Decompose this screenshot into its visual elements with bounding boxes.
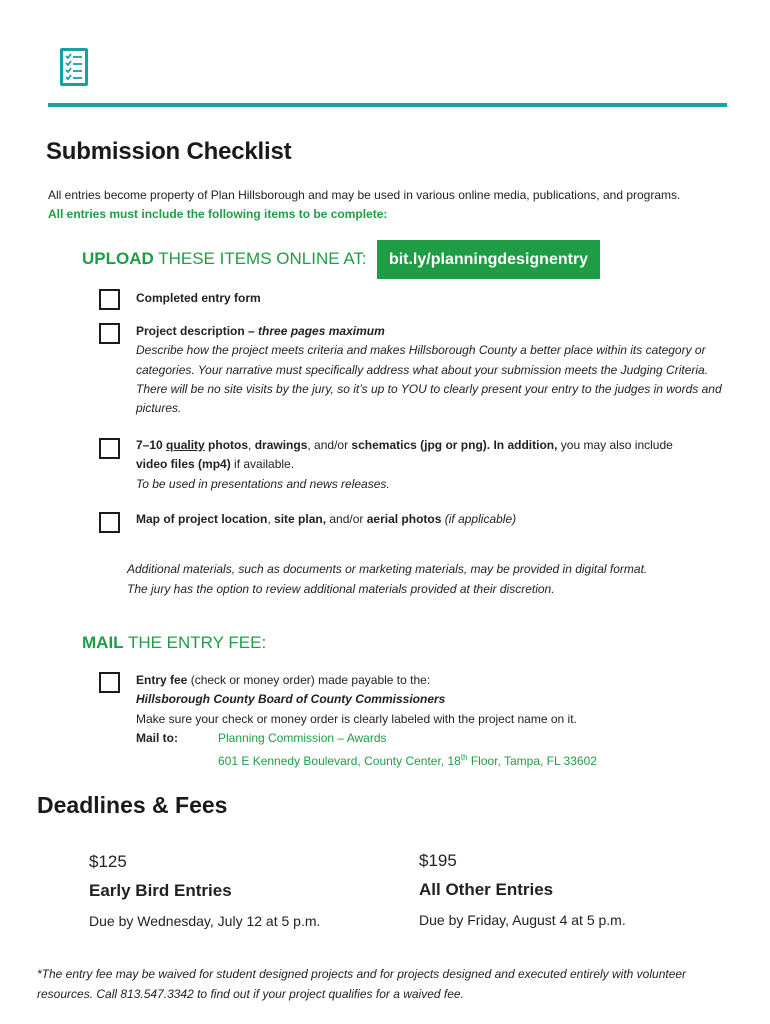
upload-url-link[interactable]: bit.ly/planningdesignentry [377, 240, 600, 279]
header-rule [48, 103, 727, 107]
fee-amount: $195 [419, 851, 457, 870]
item-description: Describe how the project meets criteria and makes Hillsborough County a better place within its category or categories. Your narrative must specifically address what about your submission meets the Judging Criteria. There will be no site visits by the jury, so it’s up to YOU to clearly present your entry to the judges in words and pictures. [136, 343, 722, 416]
checklist-icon [60, 48, 88, 86]
fee-tier-early-bird [89, 852, 320, 929]
fee-due-date: Due by Wednesday, July 12 at 5 p.m. [89, 913, 321, 929]
item-text-drawings: drawings [254, 438, 308, 452]
checklist-item-project-description [136, 322, 726, 418]
item-label: Completed entry form [136, 291, 261, 305]
fee-amount: $125 [89, 852, 127, 871]
address-line-1: Planning Commission – Awards [218, 730, 387, 745]
intro-text: All entries become property of Plan Hillsborough and may be used in various online media, publications, and programs. [48, 188, 681, 202]
mail-heading-rest: THE ENTRY FEE: [123, 633, 267, 652]
checkbox-project-description[interactable] [99, 323, 120, 344]
upload-heading-rest: THESE ITEMS ONLINE AT: [153, 249, 367, 268]
checklist-item-entry-fee [136, 671, 736, 771]
item-text-sep: , [267, 512, 275, 526]
checkbox-photos[interactable] [99, 438, 120, 459]
item-label-italic: three pages maximum [258, 324, 385, 338]
payee: Hillsborough County Board of County Commissioners [136, 692, 446, 707]
item-text-if-available: if available. [230, 457, 295, 472]
note-line-1: Additional materials, such as documents or marketing materials, may be provided in digital format. [127, 562, 648, 576]
item-text-video: video files (mp4) [136, 457, 231, 472]
item-text-site-plan: site plan, [274, 512, 327, 526]
fee-instruction: Make sure your check or money order is clearly labeled with the project name on it. [136, 711, 577, 726]
address-sup: th [460, 753, 468, 763]
fee-tier-other [419, 851, 626, 928]
deadlines-title: Deadlines & Fees [37, 792, 228, 818]
mailing-address [218, 729, 597, 772]
item-text-aerial: aerial photos [366, 512, 442, 526]
item-text-andor: and/or [326, 512, 367, 526]
checkbox-map[interactable] [99, 512, 120, 533]
fee-due-date: Due by Friday, August 4 at 5 p.m. [419, 912, 626, 928]
additional-materials-note [127, 559, 647, 599]
item-text-photos: photos [204, 438, 249, 452]
item-text-count: 7–10 [136, 438, 167, 452]
mail-heading-strong: MAIL [82, 633, 124, 652]
mail-to-label: Mail to: [136, 730, 178, 745]
item-text-map: Map of project location [136, 512, 268, 526]
item-label: Project description – [136, 324, 259, 338]
checklist-item-photos [136, 436, 726, 494]
fee-tier-name: All Other Entries [419, 880, 554, 899]
mail-heading [82, 633, 266, 653]
fee-label: Entry fee [136, 673, 188, 687]
item-text-quality: quality [166, 438, 205, 452]
item-text-schematics: schematics (jpg or png). In addition, [351, 438, 558, 452]
checkbox-entry-form[interactable] [99, 289, 120, 310]
fee-waiver-footnote: *The entry fee may be waived for student designed projects and for projects designed and executed entirely with volunteer resources. Call 813.547.3342 to find out if your project qualifies for a waived fee. [37, 967, 687, 1001]
upload-heading [82, 249, 367, 269]
address-line-2-end: Floor, Tampa, FL 33602 [467, 754, 597, 769]
item-text-andor: , and/or [307, 438, 352, 452]
fee-tier-name: Early Bird Entries [89, 881, 232, 900]
upload-heading-strong: UPLOAD [82, 249, 154, 268]
checkbox-entry-fee[interactable] [99, 672, 120, 693]
checklist-item-map [136, 510, 516, 529]
address-line-2: 601 E Kennedy Boulevard, County Center, 18 [218, 754, 461, 769]
checklist-title: Submission Checklist [46, 138, 292, 165]
checklist-item-entry-form [136, 289, 261, 308]
item-description: To be used in presentations and news releases. [136, 476, 390, 491]
intro-emphasis: All entries must include the following items to be complete: [48, 206, 388, 221]
fee-text: (check or money order) made payable to the: [187, 673, 431, 687]
item-text-applicable: (if applicable) [441, 512, 517, 526]
item-text-sep: , [248, 438, 255, 452]
checklist-intro [48, 186, 688, 223]
item-text-also: you may also include [557, 438, 673, 452]
note-line-2: The jury has the option to review additional materials provided at their discretion. [127, 582, 555, 596]
